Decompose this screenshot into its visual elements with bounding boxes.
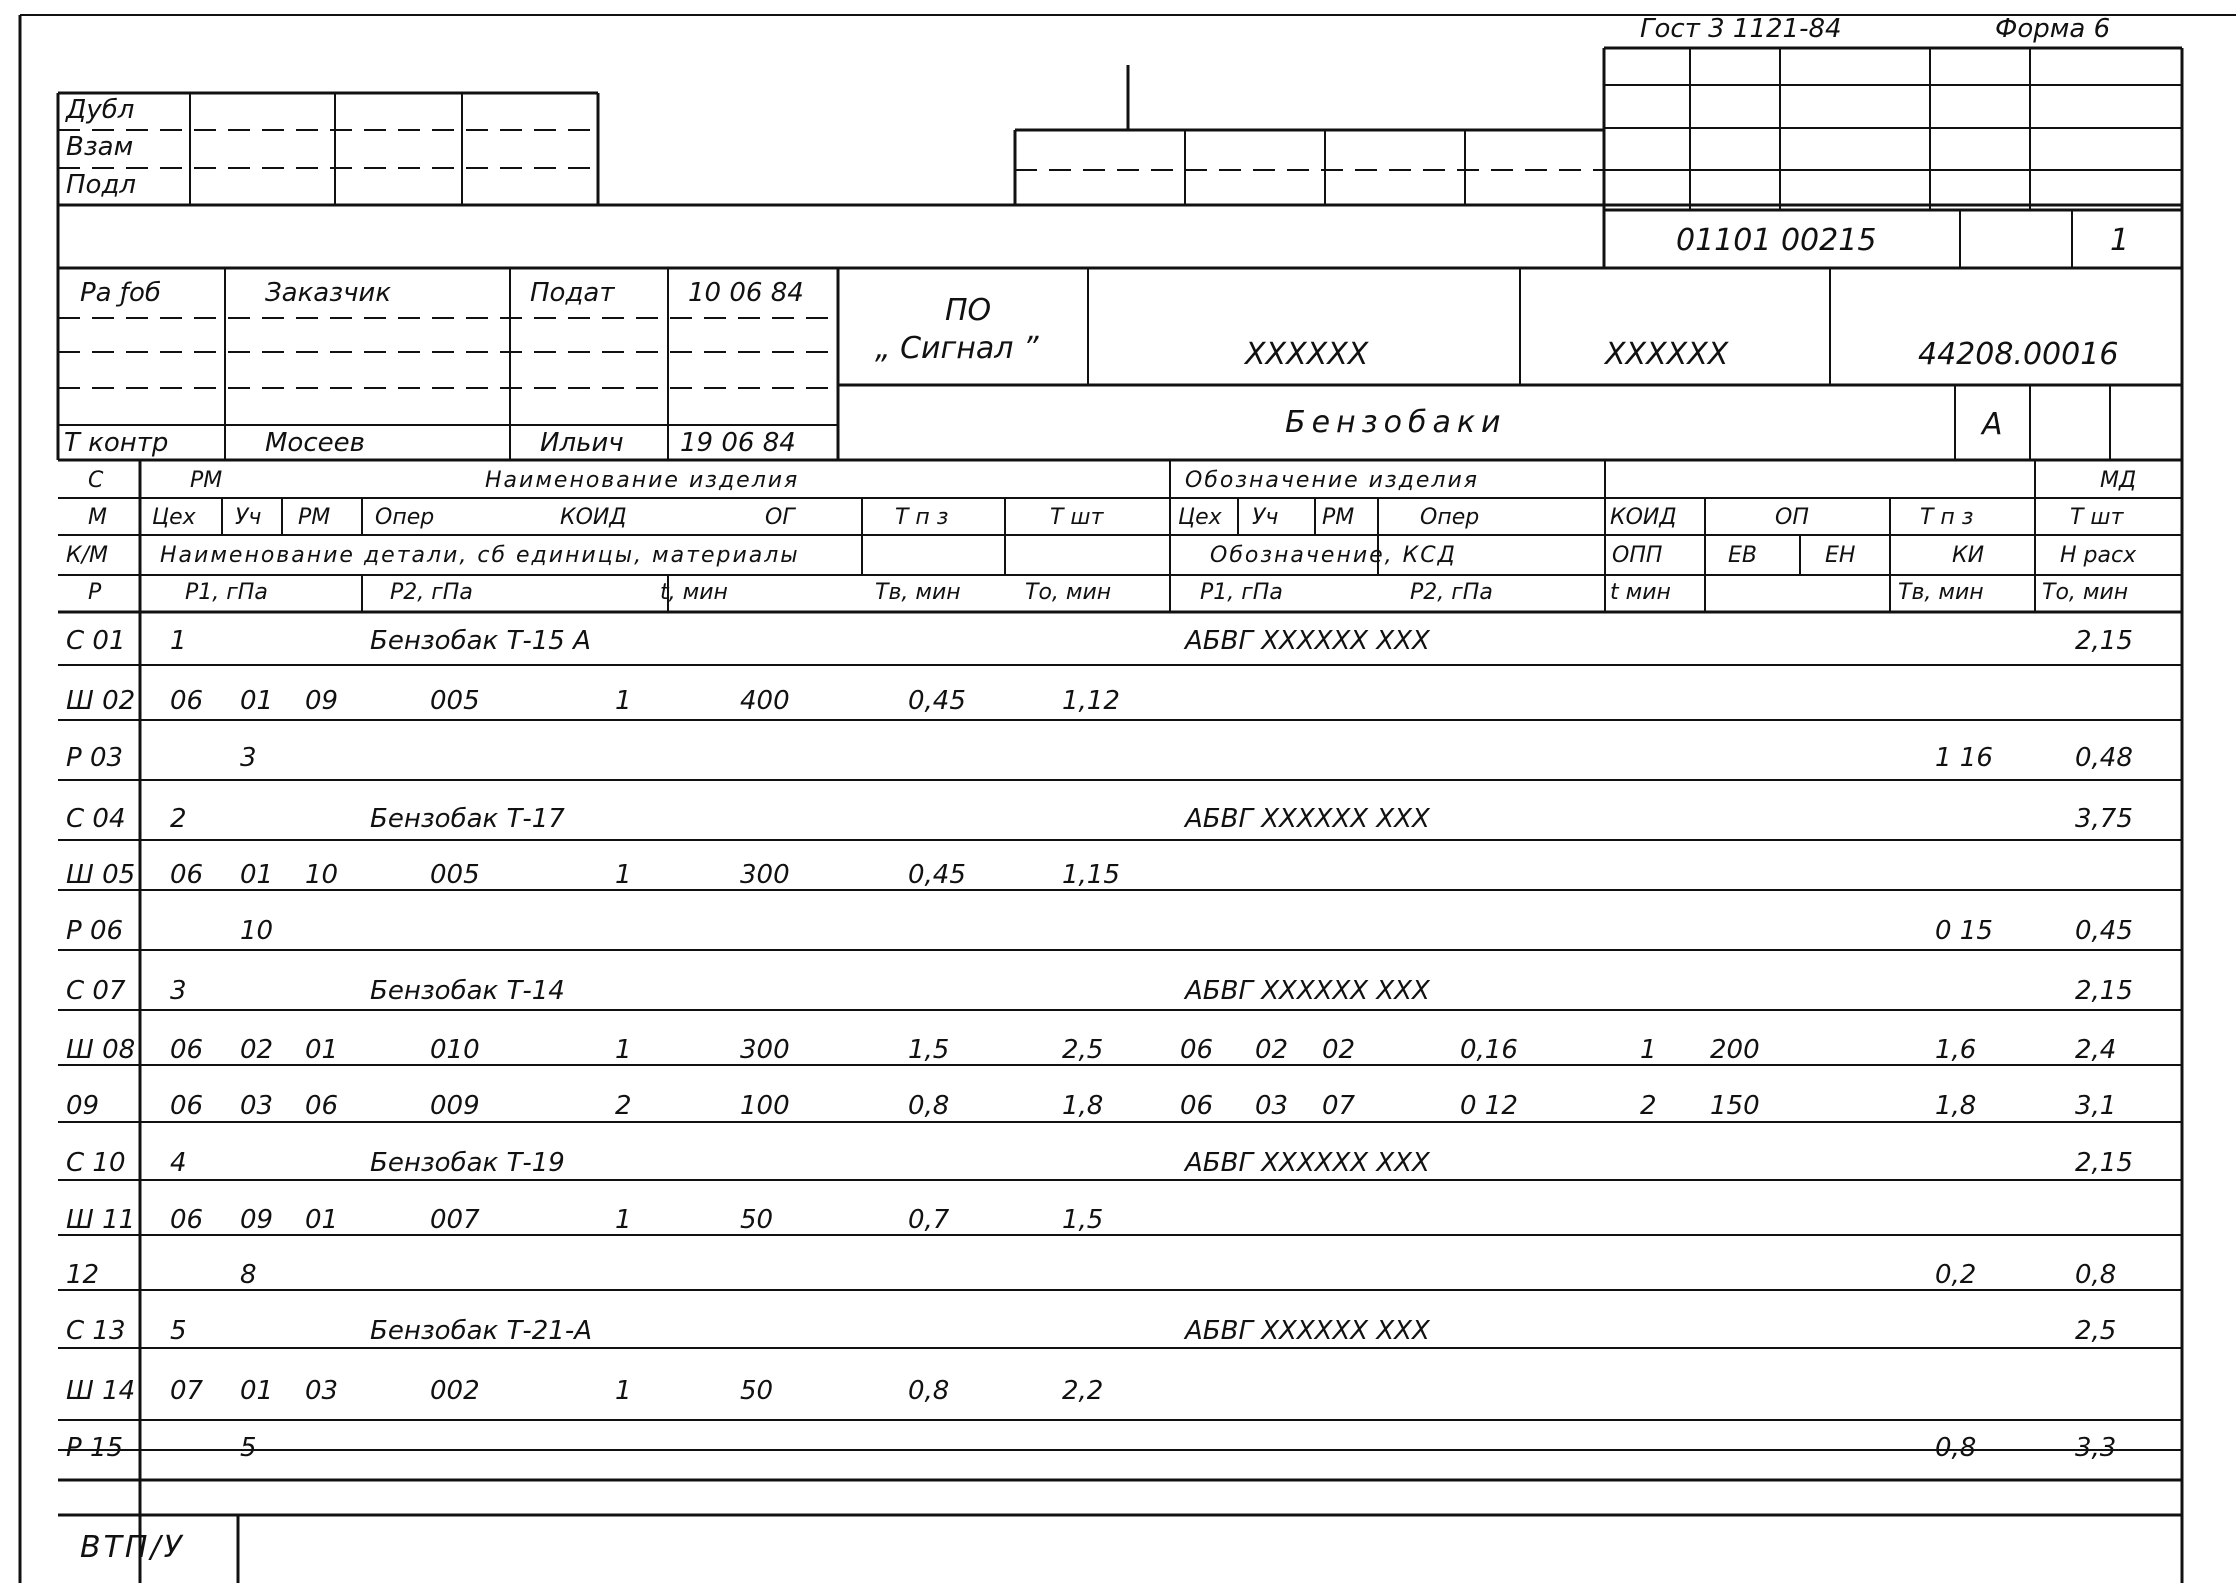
row-12-label: 12 xyxy=(66,1260,100,1290)
hdr-oper: Опер xyxy=(375,505,435,530)
row-15-label: Р 15 xyxy=(66,1433,124,1463)
row-8-oper: 010 xyxy=(430,1035,480,1065)
row-13-name: Бензобак Т-21-А xyxy=(370,1316,593,1346)
hdr-section-2: Уч xyxy=(1252,505,1279,530)
row-5-oper: 005 xyxy=(430,860,480,890)
hdr-p2: Р2, гПа xyxy=(390,580,473,605)
row-3-ki: 1 16 xyxy=(1935,743,1993,773)
row-2-label: Ш 02 xyxy=(66,686,136,716)
dubl-label: Дубл xyxy=(66,95,135,125)
row-8-og: 300 xyxy=(740,1035,790,1065)
hdr-p1: Р1, гПа xyxy=(185,580,268,605)
row-11-tpz: 0,7 xyxy=(908,1205,950,1235)
hdr-km: К/М xyxy=(66,543,109,568)
signature-label: Подат xyxy=(530,278,615,308)
row-7-name: Бензобак Т-14 xyxy=(370,976,565,1006)
row-8-c1: 06 xyxy=(170,1035,204,1065)
hdr-og: ОГ xyxy=(765,505,795,530)
hdr-rm: РМ xyxy=(190,468,223,493)
developer-label: Ра ƒоб xyxy=(80,278,161,308)
row-14-og: 50 xyxy=(740,1376,774,1406)
row-8-op: 200 xyxy=(1710,1035,1760,1065)
row-9-c3: 06 xyxy=(305,1091,339,1121)
hdr-tpz: Т п з xyxy=(895,505,949,530)
row-9-oper: 009 xyxy=(430,1091,480,1121)
row-1-label: С 01 xyxy=(66,626,126,656)
row-8-r2: 02 xyxy=(1255,1035,1289,1065)
hdr-tsht: Т шт xyxy=(1050,505,1104,530)
row-10-label: С 10 xyxy=(66,1148,126,1178)
row-8-tsht: 2,5 xyxy=(1062,1035,1104,1065)
row-9-koid: 2 xyxy=(615,1091,632,1121)
row-1-last: 2,15 xyxy=(2075,626,2133,656)
hdr-n-rash: Н расх xyxy=(2060,543,2137,568)
row-9-r1: 06 xyxy=(1180,1091,1214,1121)
row-8-ki: 1,6 xyxy=(1935,1035,1977,1065)
hdr-part-name: Наименование детали, сб единицы, материалы xyxy=(160,543,800,568)
date-2: 19 06 84 xyxy=(680,428,796,458)
row-7-label: С 07 xyxy=(66,976,126,1006)
row-15-c2: 5 xyxy=(240,1433,257,1463)
row-4-name: Бензобак Т-17 xyxy=(370,804,565,834)
row-11-c3: 01 xyxy=(305,1205,339,1235)
row-4-c1: 2 xyxy=(170,804,187,834)
hdr-ev: ЕВ xyxy=(1728,543,1757,568)
row-9-r4: 0 12 xyxy=(1460,1091,1518,1121)
hdr-m: М xyxy=(88,505,107,530)
row-5-c3: 10 xyxy=(305,860,339,890)
hdr-section: Уч xyxy=(235,505,262,530)
row-2-oper: 005 xyxy=(430,686,480,716)
row-8-c2: 02 xyxy=(240,1035,274,1065)
hdr-en: ЕН xyxy=(1825,543,1856,568)
row-2-koid: 1 xyxy=(615,686,632,716)
hdr-ksd: Обозначение, КСД xyxy=(1210,543,1457,568)
row-14-label: Ш 14 xyxy=(66,1376,136,1406)
sheet-number: 1 xyxy=(2110,223,2130,258)
row-6-label: Р 06 xyxy=(66,916,124,946)
podl-label: Подл xyxy=(66,170,137,200)
row-8-r3: 02 xyxy=(1322,1035,1356,1065)
row-1-name: Бензобак Т-15 А xyxy=(370,626,591,656)
row-10-c1: 4 xyxy=(170,1148,187,1178)
row-14-tpz: 0,8 xyxy=(908,1376,950,1406)
vzam-label: Взам xyxy=(66,132,134,162)
row-8-last: 2,4 xyxy=(2075,1035,2117,1065)
org-line-1: ПО xyxy=(945,293,992,328)
row-12-last: 0,8 xyxy=(2075,1260,2117,1290)
hdr-tsht-2: Т шт xyxy=(2070,505,2124,530)
hdr-t: t, мин xyxy=(660,580,728,605)
row-9-tsht: 1,8 xyxy=(1062,1091,1104,1121)
row-13-desig: АБВГ XXXXXX XXX xyxy=(1185,1316,1430,1346)
row-3-label: Р 03 xyxy=(66,743,124,773)
row-11-tsht: 1,5 xyxy=(1062,1205,1104,1235)
letter: А xyxy=(1982,407,2003,442)
controller-name: Мосеев xyxy=(265,428,365,458)
row-10-desig: АБВГ XXXXXX XXX xyxy=(1185,1148,1430,1178)
row-4-label: С 04 xyxy=(66,804,126,834)
row-7-c1: 3 xyxy=(170,976,187,1006)
row-11-koid: 1 xyxy=(615,1205,632,1235)
row-14-tsht: 2,2 xyxy=(1062,1376,1104,1406)
hdr-r: Р xyxy=(88,580,102,605)
row-4-last: 3,75 xyxy=(2075,804,2133,834)
hdr-rm2: РМ xyxy=(298,505,331,530)
row-8-r4: 0,16 xyxy=(1460,1035,1518,1065)
row-8-tpz: 1,5 xyxy=(908,1035,950,1065)
row-3-c2: 3 xyxy=(240,743,257,773)
controller-label: Т контр xyxy=(64,428,169,458)
row-11-c2: 09 xyxy=(240,1205,274,1235)
row-8-r1: 06 xyxy=(1180,1035,1214,1065)
hdr-t-2: t мин xyxy=(1610,580,1671,605)
row-12-c2: 8 xyxy=(240,1260,257,1290)
row-14-c1: 07 xyxy=(170,1376,204,1406)
row-10-last: 2,15 xyxy=(2075,1148,2133,1178)
row-9-last: 3,1 xyxy=(2075,1091,2117,1121)
hdr-opp: ОПП xyxy=(1612,543,1663,568)
row-5-og: 300 xyxy=(740,860,790,890)
row-8-koid: 1 xyxy=(615,1035,632,1065)
controller-signature: Ильич xyxy=(540,428,624,458)
row-9-c2: 03 xyxy=(240,1091,274,1121)
form-label: Форма 6 xyxy=(1995,14,2111,44)
hdr-c: С xyxy=(88,468,104,493)
hdr-md: МД xyxy=(2100,468,2137,493)
row-6-c2: 10 xyxy=(240,916,274,946)
row-8-label: Ш 08 xyxy=(66,1035,136,1065)
row-12-ki: 0,2 xyxy=(1935,1260,1977,1290)
hdr-tv: Тв, мин xyxy=(875,580,961,605)
document-number: 01101 00215 xyxy=(1676,223,1877,258)
row-11-oper: 007 xyxy=(430,1205,480,1235)
row-9-label: 09 xyxy=(66,1091,100,1121)
row-15-ki: 0,8 xyxy=(1935,1433,1977,1463)
row-1-c1: 1 xyxy=(170,626,187,656)
row-1-desig: АБВГ XXXXXX XXX xyxy=(1185,626,1430,656)
row-13-c1: 5 xyxy=(170,1316,187,1346)
hdr-product-name: Наименование изделия xyxy=(485,468,800,493)
hdr-product-designation: Обозначение изделия xyxy=(1185,468,1479,493)
row-3-last: 0,48 xyxy=(2075,743,2133,773)
row-13-last: 2,5 xyxy=(2075,1316,2117,1346)
row-14-oper: 002 xyxy=(430,1376,480,1406)
hdr-koid: КОИД xyxy=(560,505,627,530)
hdr-p2-2: Р2, гПа xyxy=(1410,580,1493,605)
row-7-desig: АБВГ XXXXXX XXX xyxy=(1185,976,1430,1006)
hdr-op: ОП xyxy=(1775,505,1809,530)
row-13-label: С 13 xyxy=(66,1316,126,1346)
row-6-ki: 0 15 xyxy=(1935,916,1993,946)
document-designation: 44208.00016 xyxy=(1918,337,2119,372)
hdr-rm3: РМ xyxy=(1322,505,1355,530)
standard-number: Гост 3 1121-84 xyxy=(1640,14,1842,44)
row-9-tpz: 0,8 xyxy=(908,1091,950,1121)
hdr-koid-2: КОИД xyxy=(1610,505,1677,530)
row-6-last: 0,45 xyxy=(2075,916,2133,946)
row-5-tsht: 1,15 xyxy=(1062,860,1120,890)
product-name: Бензобаки xyxy=(1285,405,1507,440)
code-2: XXXXXX xyxy=(1605,337,1729,372)
row-14-c3: 03 xyxy=(305,1376,339,1406)
hdr-shop: Цех xyxy=(152,505,196,530)
row-5-koid: 1 xyxy=(615,860,632,890)
row-11-og: 50 xyxy=(740,1205,774,1235)
footer-label: ВТП/У xyxy=(80,1530,185,1565)
row-9-koid2: 2 xyxy=(1640,1091,1657,1121)
row-9-ki: 1,8 xyxy=(1935,1091,1977,1121)
row-9-og: 100 xyxy=(740,1091,790,1121)
hdr-to-2: То, мин xyxy=(2042,580,2129,605)
row-9-r3: 07 xyxy=(1322,1091,1356,1121)
row-10-name: Бензобак Т-19 xyxy=(370,1148,565,1178)
hdr-ki: КИ xyxy=(1952,543,1985,568)
hdr-tpz-2: Т п з xyxy=(1920,505,1974,530)
hdr-p1-2: Р1, гПа xyxy=(1200,580,1283,605)
row-4-desig: АБВГ XXXXXX XXX xyxy=(1185,804,1430,834)
hdr-shop-2: Цех xyxy=(1178,505,1222,530)
row-2-tsht: 1,12 xyxy=(1062,686,1120,716)
row-2-c2: 01 xyxy=(240,686,274,716)
row-8-c3: 01 xyxy=(305,1035,339,1065)
customer-label: Заказчик xyxy=(265,278,392,308)
row-9-r2: 03 xyxy=(1255,1091,1289,1121)
hdr-to: То, мин xyxy=(1025,580,1112,605)
hdr-oper-2: Опер xyxy=(1420,505,1480,530)
row-14-c2: 01 xyxy=(240,1376,274,1406)
org-line-2: „ Сигнал ” xyxy=(875,331,1039,366)
row-2-tpz: 0,45 xyxy=(908,686,966,716)
row-5-tpz: 0,45 xyxy=(908,860,966,890)
row-8-koid2: 1 xyxy=(1640,1035,1657,1065)
row-5-c1: 06 xyxy=(170,860,204,890)
row-5-c2: 01 xyxy=(240,860,274,890)
row-15-last: 3,3 xyxy=(2075,1433,2117,1463)
row-7-last: 2,15 xyxy=(2075,976,2133,1006)
row-14-koid: 1 xyxy=(615,1376,632,1406)
row-2-og: 400 xyxy=(740,686,790,716)
row-11-label: Ш 11 xyxy=(66,1205,136,1235)
row-9-op: 150 xyxy=(1710,1091,1760,1121)
row-2-c1: 06 xyxy=(170,686,204,716)
date-1: 10 06 84 xyxy=(688,278,804,308)
row-2-c3: 09 xyxy=(305,686,339,716)
code-1: XXXXXX xyxy=(1245,337,1369,372)
row-5-label: Ш 05 xyxy=(66,860,136,890)
row-9-c1: 06 xyxy=(170,1091,204,1121)
row-11-c1: 06 xyxy=(170,1205,204,1235)
hdr-tv-2: Тв, мин xyxy=(1898,580,1984,605)
